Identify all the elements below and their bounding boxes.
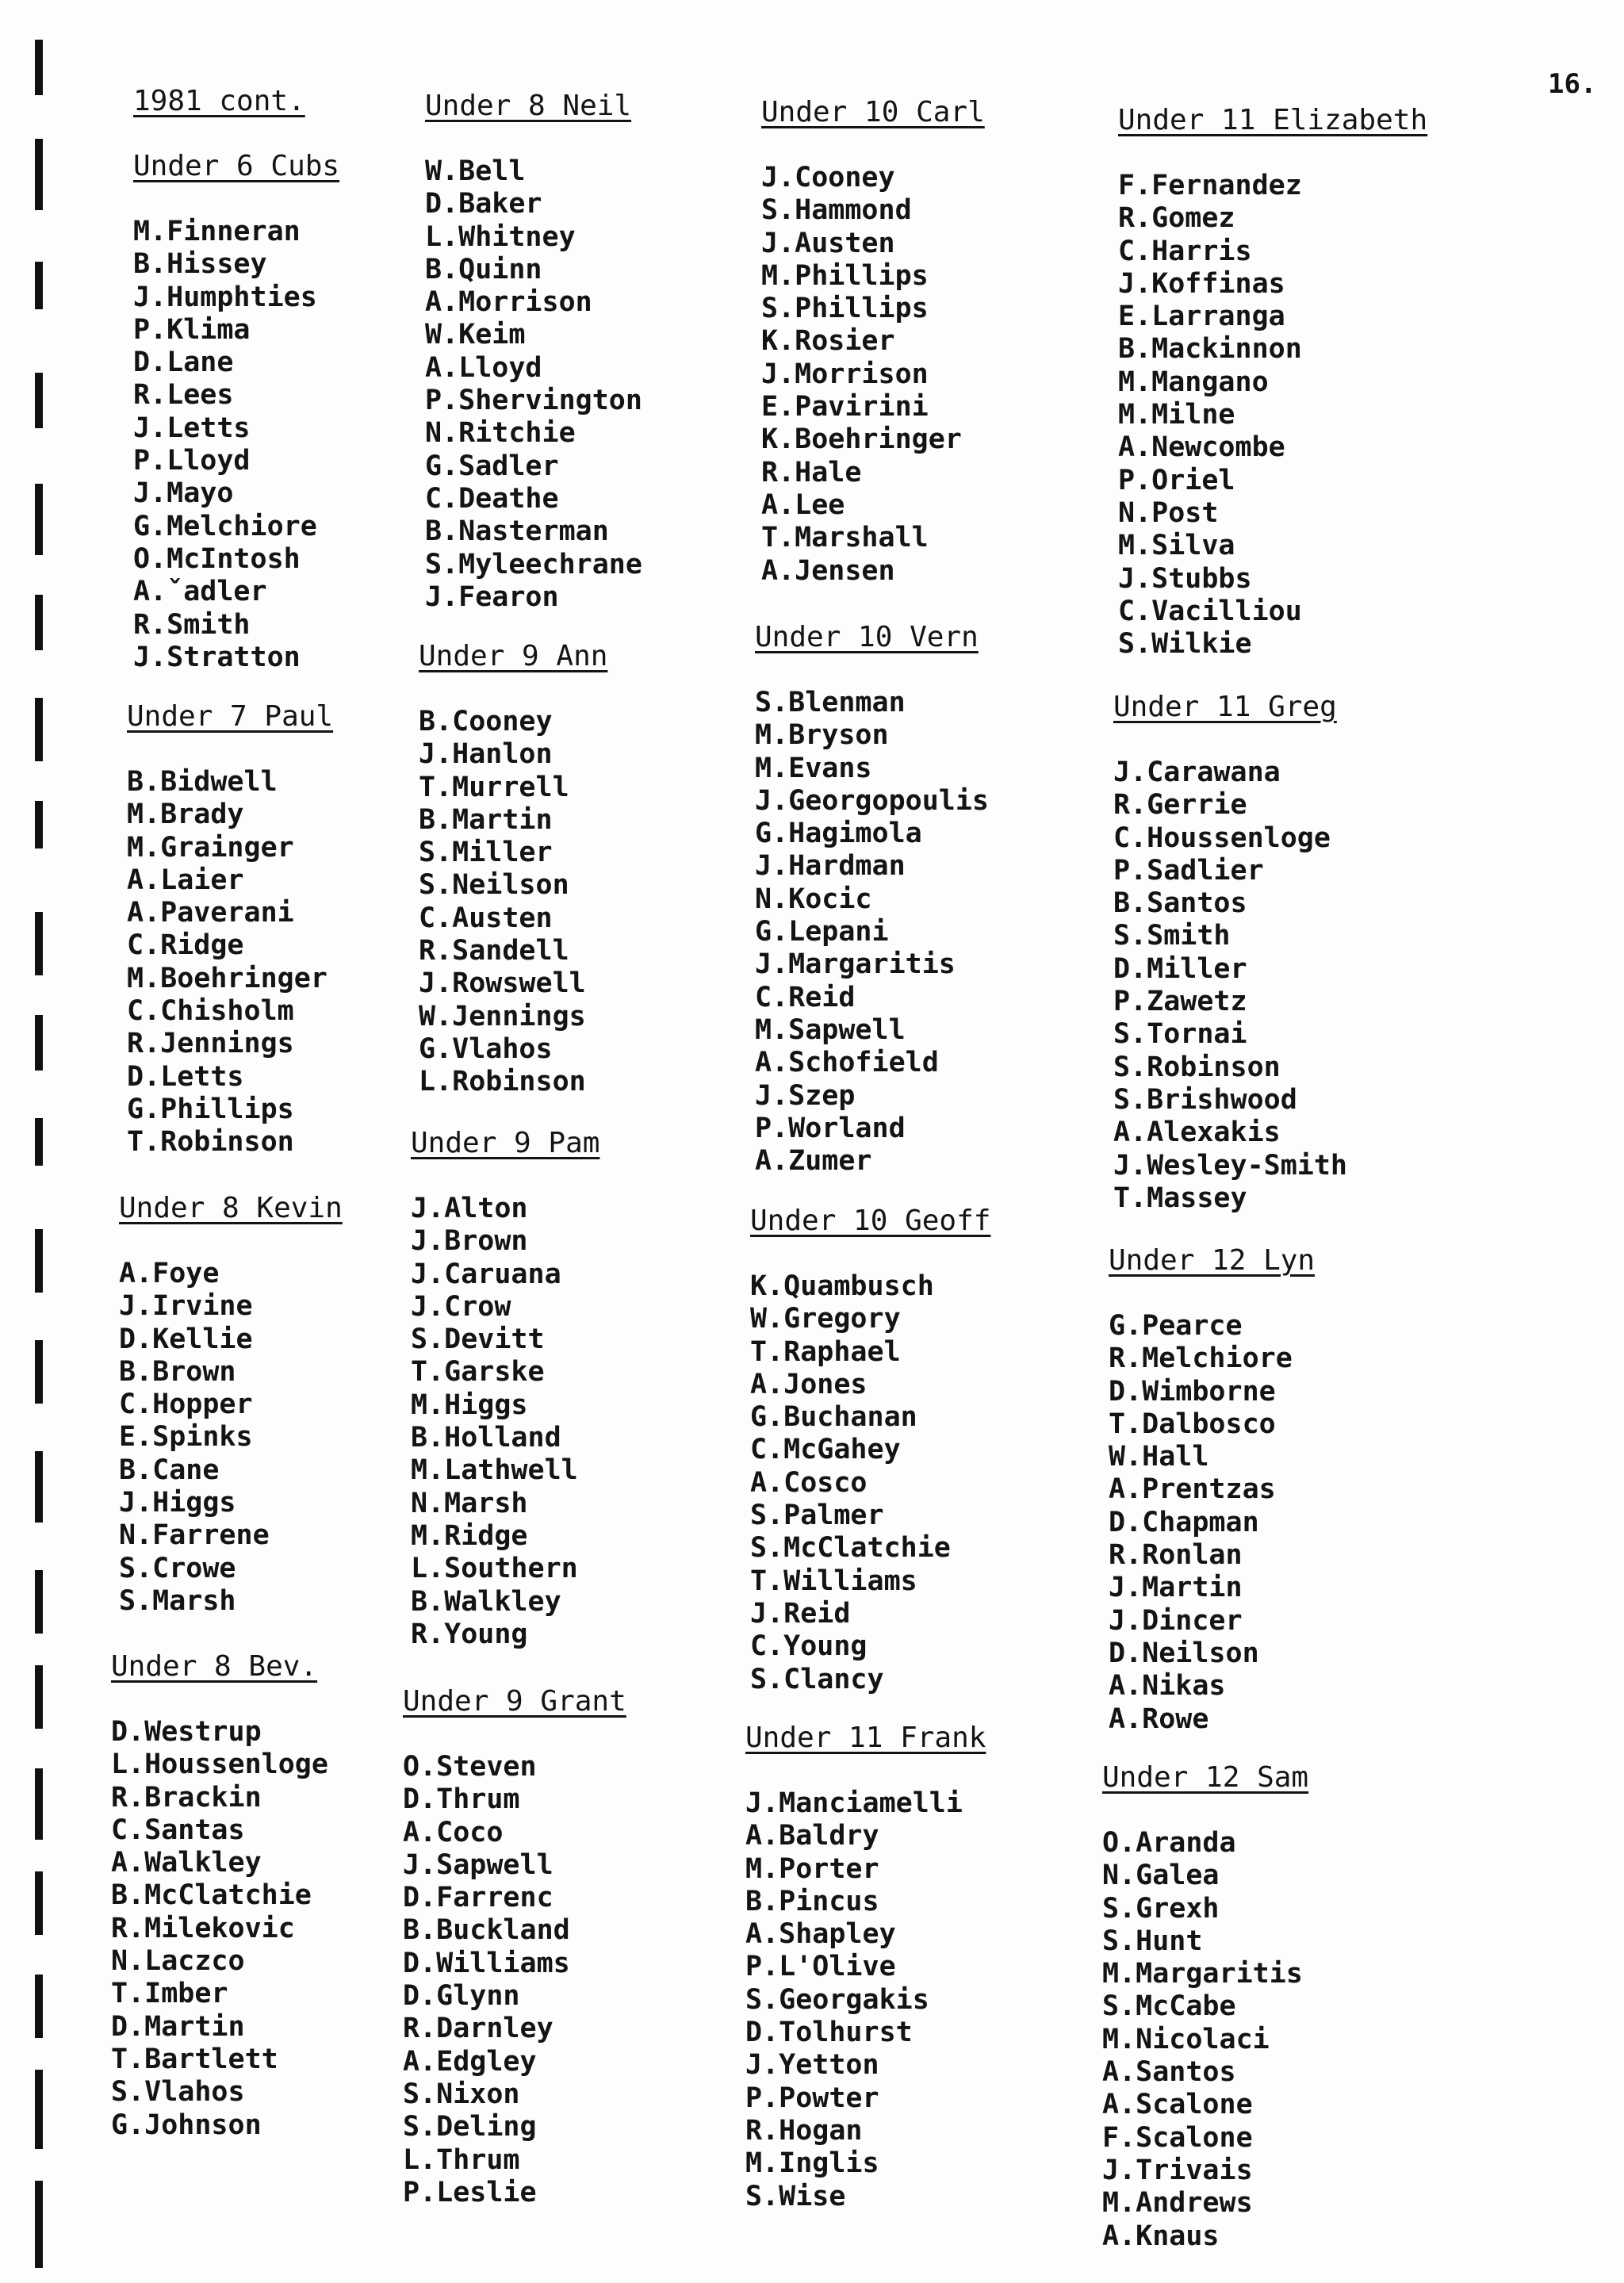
player-name: C.Vacilliou	[1118, 595, 1302, 627]
margin-mark	[35, 1229, 43, 1293]
margin-mark	[35, 262, 43, 309]
player-name: S.McCabe	[1102, 1990, 1236, 2023]
player-list	[425, 155, 642, 614]
player-name: C.Hopper	[119, 1389, 253, 1421]
player-name: J.Morrison	[761, 358, 929, 390]
player-name: J.Rowswell	[419, 967, 586, 1000]
margin-mark	[35, 2070, 43, 2149]
team-heading: Under 11 Frank	[745, 1722, 986, 1754]
margin-mark	[35, 1340, 43, 1404]
player-name: J.Margaritis	[755, 948, 956, 981]
player-name: D.Glynn	[403, 1980, 520, 2013]
team-group	[119, 1191, 343, 1618]
player-name: C.Young	[750, 1630, 868, 1663]
player-name: S.Robinson	[1113, 1051, 1281, 1083]
player-name: J.Alton	[411, 1193, 528, 1224]
margin-mark	[35, 40, 43, 95]
team-heading: Under 7 Paul	[127, 700, 334, 733]
player-name: B.Bidwell	[127, 766, 278, 798]
player-name: R.Ronlan	[1109, 1539, 1243, 1572]
team-heading: Under 9 Grant	[403, 1685, 626, 1718]
player-name: P.Worland	[755, 1112, 906, 1144]
player-name: M.Evans	[755, 752, 872, 784]
player-name: C.McGahey	[750, 1434, 901, 1466]
player-name: M.Ridge	[411, 1519, 528, 1552]
player-name: C.Austen	[419, 902, 553, 934]
player-name: T.Dalbosco	[1109, 1408, 1276, 1440]
player-name: B.Brown	[119, 1355, 236, 1388]
player-name: G.Hagimola	[755, 818, 922, 850]
player-name: J.Koffinas	[1118, 267, 1285, 300]
player-name: A.Laier	[127, 864, 244, 896]
player-name: S.Myleechrane	[425, 548, 642, 580]
player-name: S.Crowe	[119, 1552, 236, 1584]
player-name: S.Devitt	[411, 1323, 545, 1356]
player-list	[755, 687, 989, 1178]
player-list	[403, 1751, 626, 2209]
margin-mark	[35, 1015, 43, 1071]
player-name: O.Aranda	[1102, 1827, 1236, 1859]
player-list	[111, 1716, 328, 2142]
player-name: D.Baker	[425, 188, 542, 220]
player-name: G.Pearce	[1109, 1310, 1243, 1342]
player-name: S.Hunt	[1102, 1925, 1203, 1957]
player-name: R.Gerrie	[1113, 789, 1247, 822]
player-name: S.Miller	[419, 837, 553, 869]
player-name: G.Phillips	[127, 1093, 294, 1125]
player-name: T.Raphael	[750, 1335, 901, 1368]
player-name: N.Galea	[1102, 1860, 1220, 1892]
player-name: J.Cooney	[761, 162, 895, 193]
player-name: A.Jensen	[761, 554, 895, 587]
player-name: R.Melchiore	[1109, 1343, 1293, 1375]
player-name: M.Sapwell	[755, 1013, 906, 1046]
player-name: P.Zawetz	[1113, 986, 1247, 1018]
margin-mark	[35, 801, 43, 848]
player-name: D.Lane	[133, 347, 234, 379]
player-name: A.Santos	[1102, 2056, 1236, 2089]
player-list	[750, 1270, 990, 1696]
player-name: S.Wise	[745, 2180, 846, 2212]
player-name: M.Nicolaci	[1102, 2023, 1270, 2055]
margin-mark	[35, 1975, 43, 2038]
player-name: C.Harris	[1118, 235, 1252, 267]
player-name: S.Brishwood	[1113, 1083, 1297, 1116]
margin-mark	[35, 1118, 43, 1166]
margin-mark	[35, 595, 43, 650]
player-name: B.Walkley	[411, 1585, 561, 1618]
player-name: J.Carawana	[1113, 757, 1281, 788]
player-name: S.Vlahos	[111, 2076, 245, 2109]
player-name: J.Manciamelli	[745, 1787, 963, 1819]
player-name: S.Clancy	[750, 1663, 884, 1695]
team-group	[1102, 1760, 1308, 2253]
player-name: K.Boehringer	[761, 423, 962, 456]
player-name: M.Lathwell	[411, 1454, 578, 1487]
player-name: A.Jones	[750, 1368, 868, 1400]
player-name: B.Quinn	[425, 253, 542, 285]
player-name: M.Mangano	[1118, 366, 1269, 398]
player-name: B.Hissey	[133, 248, 267, 281]
player-name: A.ˇadler	[133, 576, 267, 608]
player-name: R.Lees	[133, 379, 234, 412]
player-list	[411, 1193, 599, 1651]
player-name: L.Southern	[411, 1553, 578, 1585]
player-name: A.Knaus	[1102, 2220, 1220, 2252]
player-name: L.Robinson	[419, 1066, 586, 1098]
player-name: M.Phillips	[761, 259, 929, 292]
player-name: J.Higgs	[119, 1487, 236, 1519]
player-name: M.Higgs	[411, 1389, 528, 1421]
player-name: D.Neilson	[1109, 1637, 1259, 1669]
player-name: A.Scalone	[1102, 2089, 1253, 2121]
player-name: S.Georgakis	[745, 1983, 929, 2016]
player-list	[119, 1258, 343, 1618]
player-list	[1118, 170, 1427, 661]
player-name: N.Post	[1118, 496, 1219, 529]
player-name: B.Cane	[119, 1454, 220, 1486]
player-name: A.Nikas	[1109, 1670, 1226, 1703]
player-name: D.Thrum	[403, 1783, 520, 1816]
player-name: D.Farrenc	[403, 1882, 553, 1914]
player-name: A.Cosco	[750, 1466, 868, 1499]
team-group	[111, 1649, 328, 2142]
player-name: C.Deathe	[425, 482, 559, 515]
player-name: R.Milekovic	[111, 1912, 295, 1944]
player-name: S.Neilson	[419, 869, 569, 902]
player-name: G.Vlahos	[419, 1032, 553, 1065]
team-heading: Under 6 Cubs	[133, 150, 340, 182]
player-name: N.Farrene	[119, 1519, 270, 1552]
player-name: K.Rosier	[761, 325, 895, 358]
team-heading: Under 10 Geoff	[750, 1205, 991, 1237]
margin-mark	[35, 2181, 43, 2268]
player-name: G.Johnson	[111, 2109, 262, 2141]
player-name: P.Lloyd	[133, 445, 251, 477]
player-name: N.Kocic	[755, 883, 872, 915]
player-name: D.Kellie	[119, 1323, 253, 1355]
player-name: B.Mackinnon	[1118, 333, 1302, 366]
player-name: S.Wilkie	[1118, 628, 1252, 661]
player-list	[745, 1787, 986, 2213]
player-name: P.Sadlier	[1113, 854, 1264, 887]
player-name: J.Trivais	[1102, 2154, 1253, 2186]
player-name: O.McIntosh	[133, 542, 301, 575]
margin-mark	[35, 698, 43, 761]
player-list	[1102, 1827, 1308, 2253]
player-name: M.Porter	[745, 1852, 879, 1885]
player-name: T.Murrell	[419, 771, 569, 803]
player-name: J.Martin	[1109, 1572, 1243, 1604]
player-name: J.Sapwell	[403, 1848, 553, 1881]
player-name: A.Paverani	[127, 897, 294, 929]
player-name: M.Finneran	[133, 216, 301, 247]
player-name: G.Lepani	[755, 916, 889, 948]
player-name: R.Sandell	[419, 935, 569, 967]
binding-margin-marks	[35, 40, 44, 2283]
player-name: W.Hall	[1109, 1441, 1209, 1473]
player-name: J.Fearon	[425, 580, 559, 613]
player-name: P.Klima	[133, 313, 251, 346]
team-heading: Under 11 Elizabeth	[1118, 104, 1428, 136]
player-name: S.Tornai	[1113, 1018, 1247, 1051]
player-name: A.Alexakis	[1113, 1117, 1281, 1149]
player-name: J.Caruana	[411, 1258, 561, 1290]
player-name: D.Miller	[1113, 952, 1247, 985]
player-name: B.McClatchie	[111, 1879, 312, 1912]
team-group	[133, 149, 339, 674]
player-list	[419, 706, 607, 1099]
player-name: J.Austen	[761, 227, 895, 259]
player-name: R.Gomez	[1118, 202, 1235, 235]
player-name: J.Irvine	[119, 1290, 253, 1323]
player-name: N.Ritchie	[425, 417, 576, 450]
team-group	[403, 1684, 626, 2209]
player-name: W.Keim	[425, 319, 526, 351]
player-name: L.Houssenloge	[111, 1749, 328, 1781]
player-name: A.Rowe	[1109, 1703, 1209, 1735]
player-name: A.Prentzas	[1109, 1473, 1276, 1506]
team-heading: Under 11 Greg	[1113, 691, 1337, 723]
team-group	[127, 699, 333, 1159]
player-name: C.Houssenloge	[1113, 822, 1331, 854]
player-name: J.Szep	[755, 1079, 856, 1112]
player-name: T.Imber	[111, 1978, 228, 2010]
player-name: C.Santas	[111, 1814, 245, 1846]
player-name: R.Brackin	[111, 1781, 262, 1814]
player-name: A.Schofield	[755, 1047, 939, 1079]
player-list	[1113, 757, 1347, 1215]
player-name: J.Hanlon	[419, 738, 553, 771]
player-name: P.L'Olive	[745, 1951, 896, 1983]
player-name: C.Ridge	[127, 929, 244, 962]
player-name: A.Lee	[761, 488, 845, 521]
player-name: G.Buchanan	[750, 1401, 917, 1434]
margin-mark	[35, 373, 43, 428]
player-name: D.Wimborne	[1109, 1375, 1276, 1408]
player-name: E.Pavirini	[761, 391, 929, 423]
margin-mark	[35, 1451, 43, 1523]
player-name: T.Garske	[411, 1356, 545, 1389]
player-name: K.Quambusch	[750, 1270, 934, 1302]
player-name: S.Palmer	[750, 1500, 884, 1532]
player-name: R.Hale	[761, 456, 862, 488]
player-name: M.Boehringer	[127, 962, 327, 994]
team-heading: Under 8 Neil	[425, 90, 632, 122]
player-name: W.Jennings	[419, 1000, 586, 1032]
team-group	[1109, 1243, 1315, 1736]
player-name: E.Larranga	[1118, 301, 1285, 333]
page-number: 16.	[1548, 68, 1597, 100]
player-name: B.Martin	[419, 803, 553, 836]
player-name: T.Massey	[1113, 1182, 1247, 1214]
team-heading: Under 9 Pam	[411, 1127, 600, 1159]
margin-mark	[35, 139, 43, 210]
player-name: S.McClatchie	[750, 1532, 951, 1565]
player-name: P.Powter	[745, 2082, 879, 2114]
player-name: L.Whitney	[425, 220, 576, 253]
team-group	[425, 89, 642, 614]
player-name: B.Buckland	[403, 1914, 570, 1947]
player-name: J.Crow	[411, 1290, 511, 1323]
player-name: M.Inglis	[745, 2147, 879, 2180]
team-group	[411, 1126, 599, 1651]
team-group	[1113, 690, 1347, 1215]
player-name: B.Nasterman	[425, 515, 609, 548]
player-name: C.Chisholm	[127, 995, 294, 1028]
team-group	[419, 639, 607, 1099]
player-name: L.Thrum	[403, 2143, 520, 2176]
player-name: A.Baldry	[745, 1820, 879, 1852]
player-name: F.Scalone	[1102, 2121, 1253, 2154]
player-name: A.Edgley	[403, 2045, 537, 2078]
player-name: S.Phillips	[761, 293, 929, 325]
player-name: S.Nixon	[403, 2078, 520, 2110]
player-name: N.Laczco	[111, 1945, 245, 1978]
player-name: D.Letts	[127, 1060, 244, 1093]
player-name: J.Stratton	[133, 641, 301, 673]
player-name: J.Letts	[133, 412, 251, 444]
team-heading: Under 10 Vern	[755, 621, 979, 653]
player-name: D.Martin	[111, 2010, 245, 2043]
margin-mark	[35, 1570, 43, 1634]
year-heading: 1981 cont.	[133, 85, 305, 117]
player-name: M.Andrews	[1102, 2187, 1253, 2220]
player-name: S.Grexh	[1102, 1892, 1220, 1925]
player-name: G.Sadler	[425, 450, 559, 482]
player-name: A.Zumer	[755, 1145, 872, 1178]
player-name: J.Humphties	[133, 281, 317, 313]
player-name: D.Westrup	[111, 1716, 262, 1748]
player-name: T.Marshall	[761, 522, 929, 554]
margin-mark	[35, 1871, 43, 1935]
player-name: J.Yetton	[745, 2049, 879, 2082]
player-name: M.Milne	[1118, 399, 1235, 431]
player-name: J.Wesley-Smith	[1113, 1149, 1348, 1182]
margin-mark	[35, 484, 43, 555]
team-heading: Under 8 Kevin	[119, 1192, 343, 1224]
player-name: T.Bartlett	[111, 2043, 278, 2075]
player-name: R.Young	[411, 1618, 528, 1650]
player-name: R.Jennings	[127, 1028, 294, 1060]
player-name: W.Gregory	[750, 1303, 901, 1335]
player-name: P.Oriel	[1118, 464, 1235, 496]
team-heading: Under 10 Carl	[761, 96, 985, 128]
player-name: R.Hogan	[745, 2114, 863, 2147]
player-name: J.Georgopoulis	[755, 784, 990, 817]
player-name: G.Melchiore	[133, 510, 317, 542]
player-name: A.Coco	[403, 1816, 504, 1848]
player-name: S.Blenman	[755, 687, 906, 718]
team-group	[750, 1204, 990, 1696]
player-name: J.Stubbs	[1118, 562, 1252, 595]
player-list	[127, 766, 333, 1159]
player-name: J.Mayo	[133, 477, 234, 510]
player-name: A.Morrison	[425, 286, 592, 319]
player-name: F.Fernandez	[1118, 170, 1302, 201]
player-name: O.Steven	[403, 1751, 537, 1783]
player-name: A.Walkley	[111, 1847, 262, 1879]
player-name: S.Smith	[1113, 920, 1231, 952]
margin-mark	[35, 912, 43, 975]
team-heading: Under 12 Sam	[1102, 1761, 1309, 1794]
player-name: M.Margaritis	[1102, 1958, 1303, 1990]
player-list	[133, 216, 339, 674]
player-name: S.Deling	[403, 2111, 537, 2143]
player-name: T.Robinson	[127, 1126, 294, 1159]
player-name: R.Smith	[133, 608, 251, 641]
player-name: A.Shapley	[745, 1918, 896, 1951]
player-name: T.Williams	[750, 1565, 917, 1597]
player-name: M.Silva	[1118, 530, 1235, 562]
player-name: S.Hammond	[761, 194, 912, 227]
player-name: A.Lloyd	[425, 351, 542, 384]
player-name: J.Brown	[411, 1225, 528, 1258]
player-name: D.Tolhurst	[745, 2017, 913, 2049]
player-name: P.Shervington	[425, 385, 642, 417]
team-group	[1118, 103, 1427, 661]
player-name: D.Williams	[403, 1947, 570, 1979]
player-name: B.Cooney	[419, 706, 553, 737]
player-list	[761, 162, 985, 588]
player-name: J.Dincer	[1109, 1604, 1243, 1637]
player-name: B.Pincus	[745, 1885, 879, 1917]
player-name: S.Marsh	[119, 1584, 236, 1617]
player-name: B.Santos	[1113, 887, 1247, 920]
team-group	[745, 1721, 986, 2213]
team-heading: Under 9 Ann	[419, 640, 608, 672]
player-name: J.Reid	[750, 1597, 851, 1630]
player-name: B.Holland	[411, 1422, 561, 1454]
player-name: E.Spinks	[119, 1421, 253, 1454]
player-name: M.Grainger	[127, 831, 294, 864]
team-heading: Under 8 Bev.	[111, 1650, 318, 1683]
player-list	[1109, 1310, 1315, 1736]
player-name: A.Newcombe	[1118, 431, 1285, 464]
player-name: M.Bryson	[755, 719, 889, 752]
player-name: P.Leslie	[403, 2176, 537, 2208]
player-name: C.Reid	[755, 981, 856, 1013]
player-name: M.Brady	[127, 799, 244, 831]
player-name: D.Chapman	[1109, 1506, 1259, 1538]
player-name: R.Darnley	[403, 2013, 553, 2045]
margin-mark	[35, 1768, 43, 1840]
player-name: A.Foye	[119, 1258, 220, 1289]
player-name: J.Hardman	[755, 850, 906, 883]
margin-mark	[35, 1665, 43, 1729]
team-group	[761, 95, 985, 588]
team-group	[755, 620, 989, 1178]
player-name: N.Marsh	[411, 1487, 528, 1519]
team-heading: Under 12 Lyn	[1109, 1244, 1316, 1277]
player-name: W.Bell	[425, 155, 526, 187]
